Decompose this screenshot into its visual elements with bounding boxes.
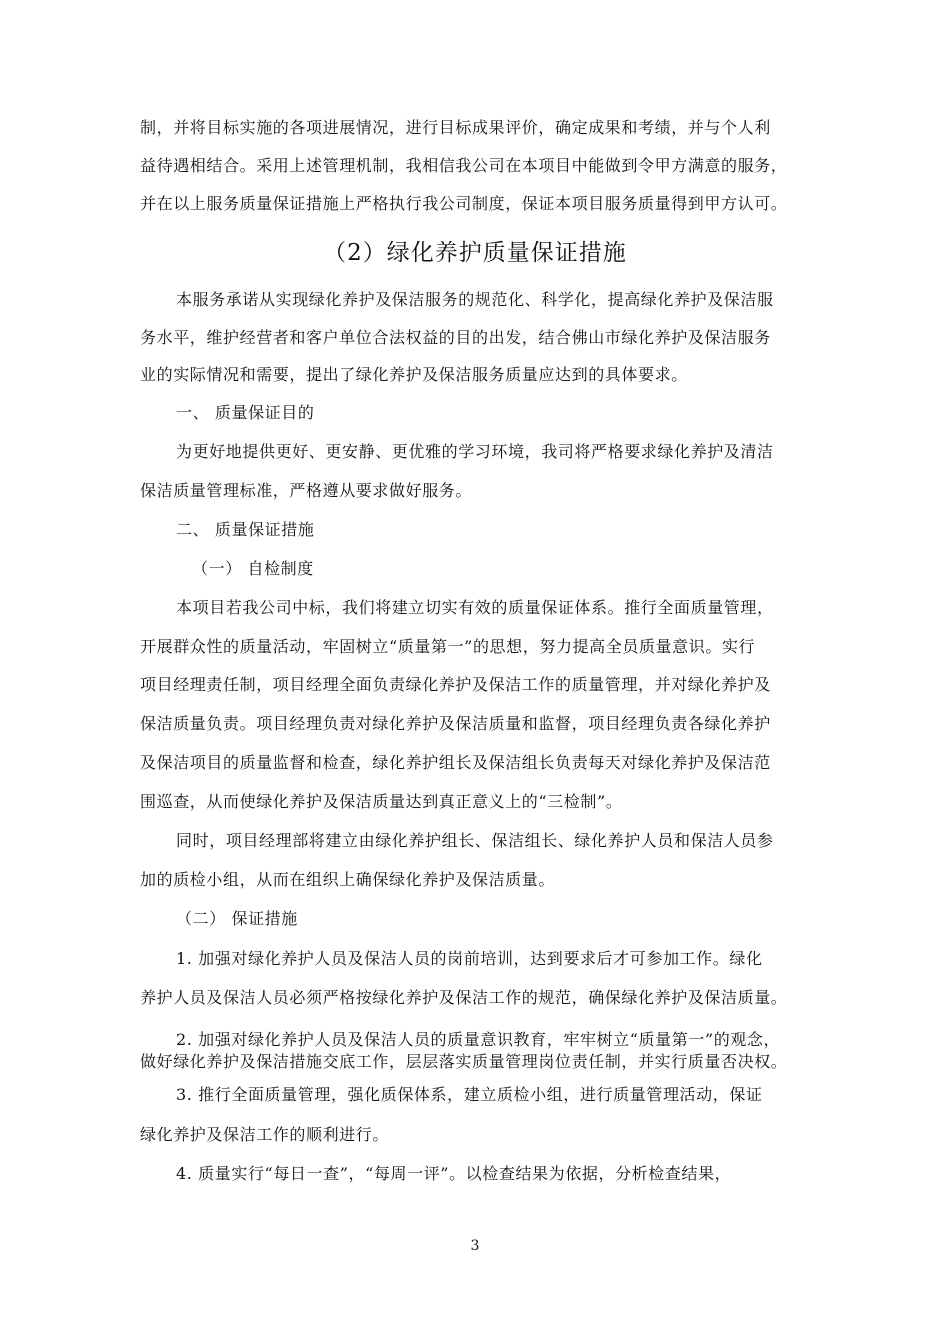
text-line: 本服务承诺从实现绿化养护及保洁服务的规范化、科学化，提高绿化养护及保洁服 (176, 290, 774, 309)
text-line: 益待遇相结合。采用上述管理机制，我相信我公司在本项目中能做到令甲方满意的服务， (140, 156, 788, 175)
heading-two: 二、 质量保证措施 (176, 520, 315, 539)
measure-item-line: 1. 加强对绿化养护人员及保洁人员的岗前培训，达到要求后才可参加工作。绿化 (176, 949, 763, 968)
text-line: 围巡查，从而使绿化养护及保洁质量达到真正意义上的“三检制”。 (140, 792, 623, 811)
text-line: 为更好地提供更好、更安静、更优雅的学习环境，我司将严格要求绿化养护及清洁 (176, 442, 774, 461)
heading-one: 一、 质量保证目的 (176, 403, 315, 422)
text-line: 本项目若我公司中标，我们将建立切实有效的质量保证体系。推行全面质量管理， (176, 598, 774, 617)
text-line: 及保洁项目的质量监督和检查，绿化养护组长及保洁组长负责每天对绿化养护及保洁范 (140, 753, 771, 772)
measure-item-line: 4. 质量实行“每日一查”，“每周一评”。以检查结果为依据，分析检查结果， (176, 1164, 732, 1183)
page-number: 3 (470, 1238, 480, 1254)
measure-item-line: 做好绿化养护及保洁措施交底工作，层层落实质量管理岗位责任制，并实行质量否决权。 (140, 1052, 788, 1071)
text-line: 并在以上服务质量保证措施上严格执行我公司制度，保证本项目服务质量得到甲方认可。 (140, 194, 788, 213)
sub-heading-self-check: （一） 自检制度 (192, 559, 314, 578)
text-line: 加的质检小组，从而在组织上确保绿化养护及保洁质量。 (140, 870, 556, 889)
measure-item-line: 养护人员及保洁人员必须严格按绿化养护及保洁工作的规范，确保绿化养护及保洁质量。 (140, 988, 788, 1007)
text-line: 同时，项目经理部将建立由绿化养护组长、保洁组长、绿化养护人员和保洁人员参 (176, 831, 774, 850)
measure-item-line: 2. 加强对绿化养护人员及保洁人员的质量意识教育，牢牢树立“质量第一”的观念， (176, 1030, 781, 1049)
text-line: 开展群众性的质量活动，牢固树立“质量第一”的思想，努力提高全员质量意识。实行 (140, 637, 756, 656)
measure-item-line: 绿化养护及保洁工作的顺利进行。 (140, 1125, 390, 1144)
text-line: 项目经理责任制，项目经理全面负责绿化养护及保洁工作的质量管理，并对绿化养护及 (140, 675, 771, 694)
text-line: 制，并将目标实施的各项进展情况，进行目标成果评价，确定成果和考绩，并与个人利 (140, 118, 771, 137)
text-line: 保洁质量负责。项目经理负责对绿化养护及保洁质量和监督，项目经理负责各绿化养护 (140, 714, 771, 733)
text-line: 业的实际情况和需要，提出了绿化养护及保洁服务质量应达到的具体要求。 (140, 365, 688, 384)
text-line: 保洁质量管理标准，严格遵从要求做好服务。 (140, 481, 473, 500)
section-heading: （2）绿化养护质量保证措施 (323, 240, 627, 266)
measure-item-line: 3. 推行全面质量管理，强化质保体系，建立质检小组，进行质量管理活动，保证 (176, 1085, 763, 1104)
sub-heading-measures: （二） 保证措施 (176, 909, 298, 928)
text-line: 务水平，维护经营者和客户单位合法权益的目的出发，结合佛山市绿化养护及保洁服务 (140, 328, 771, 347)
